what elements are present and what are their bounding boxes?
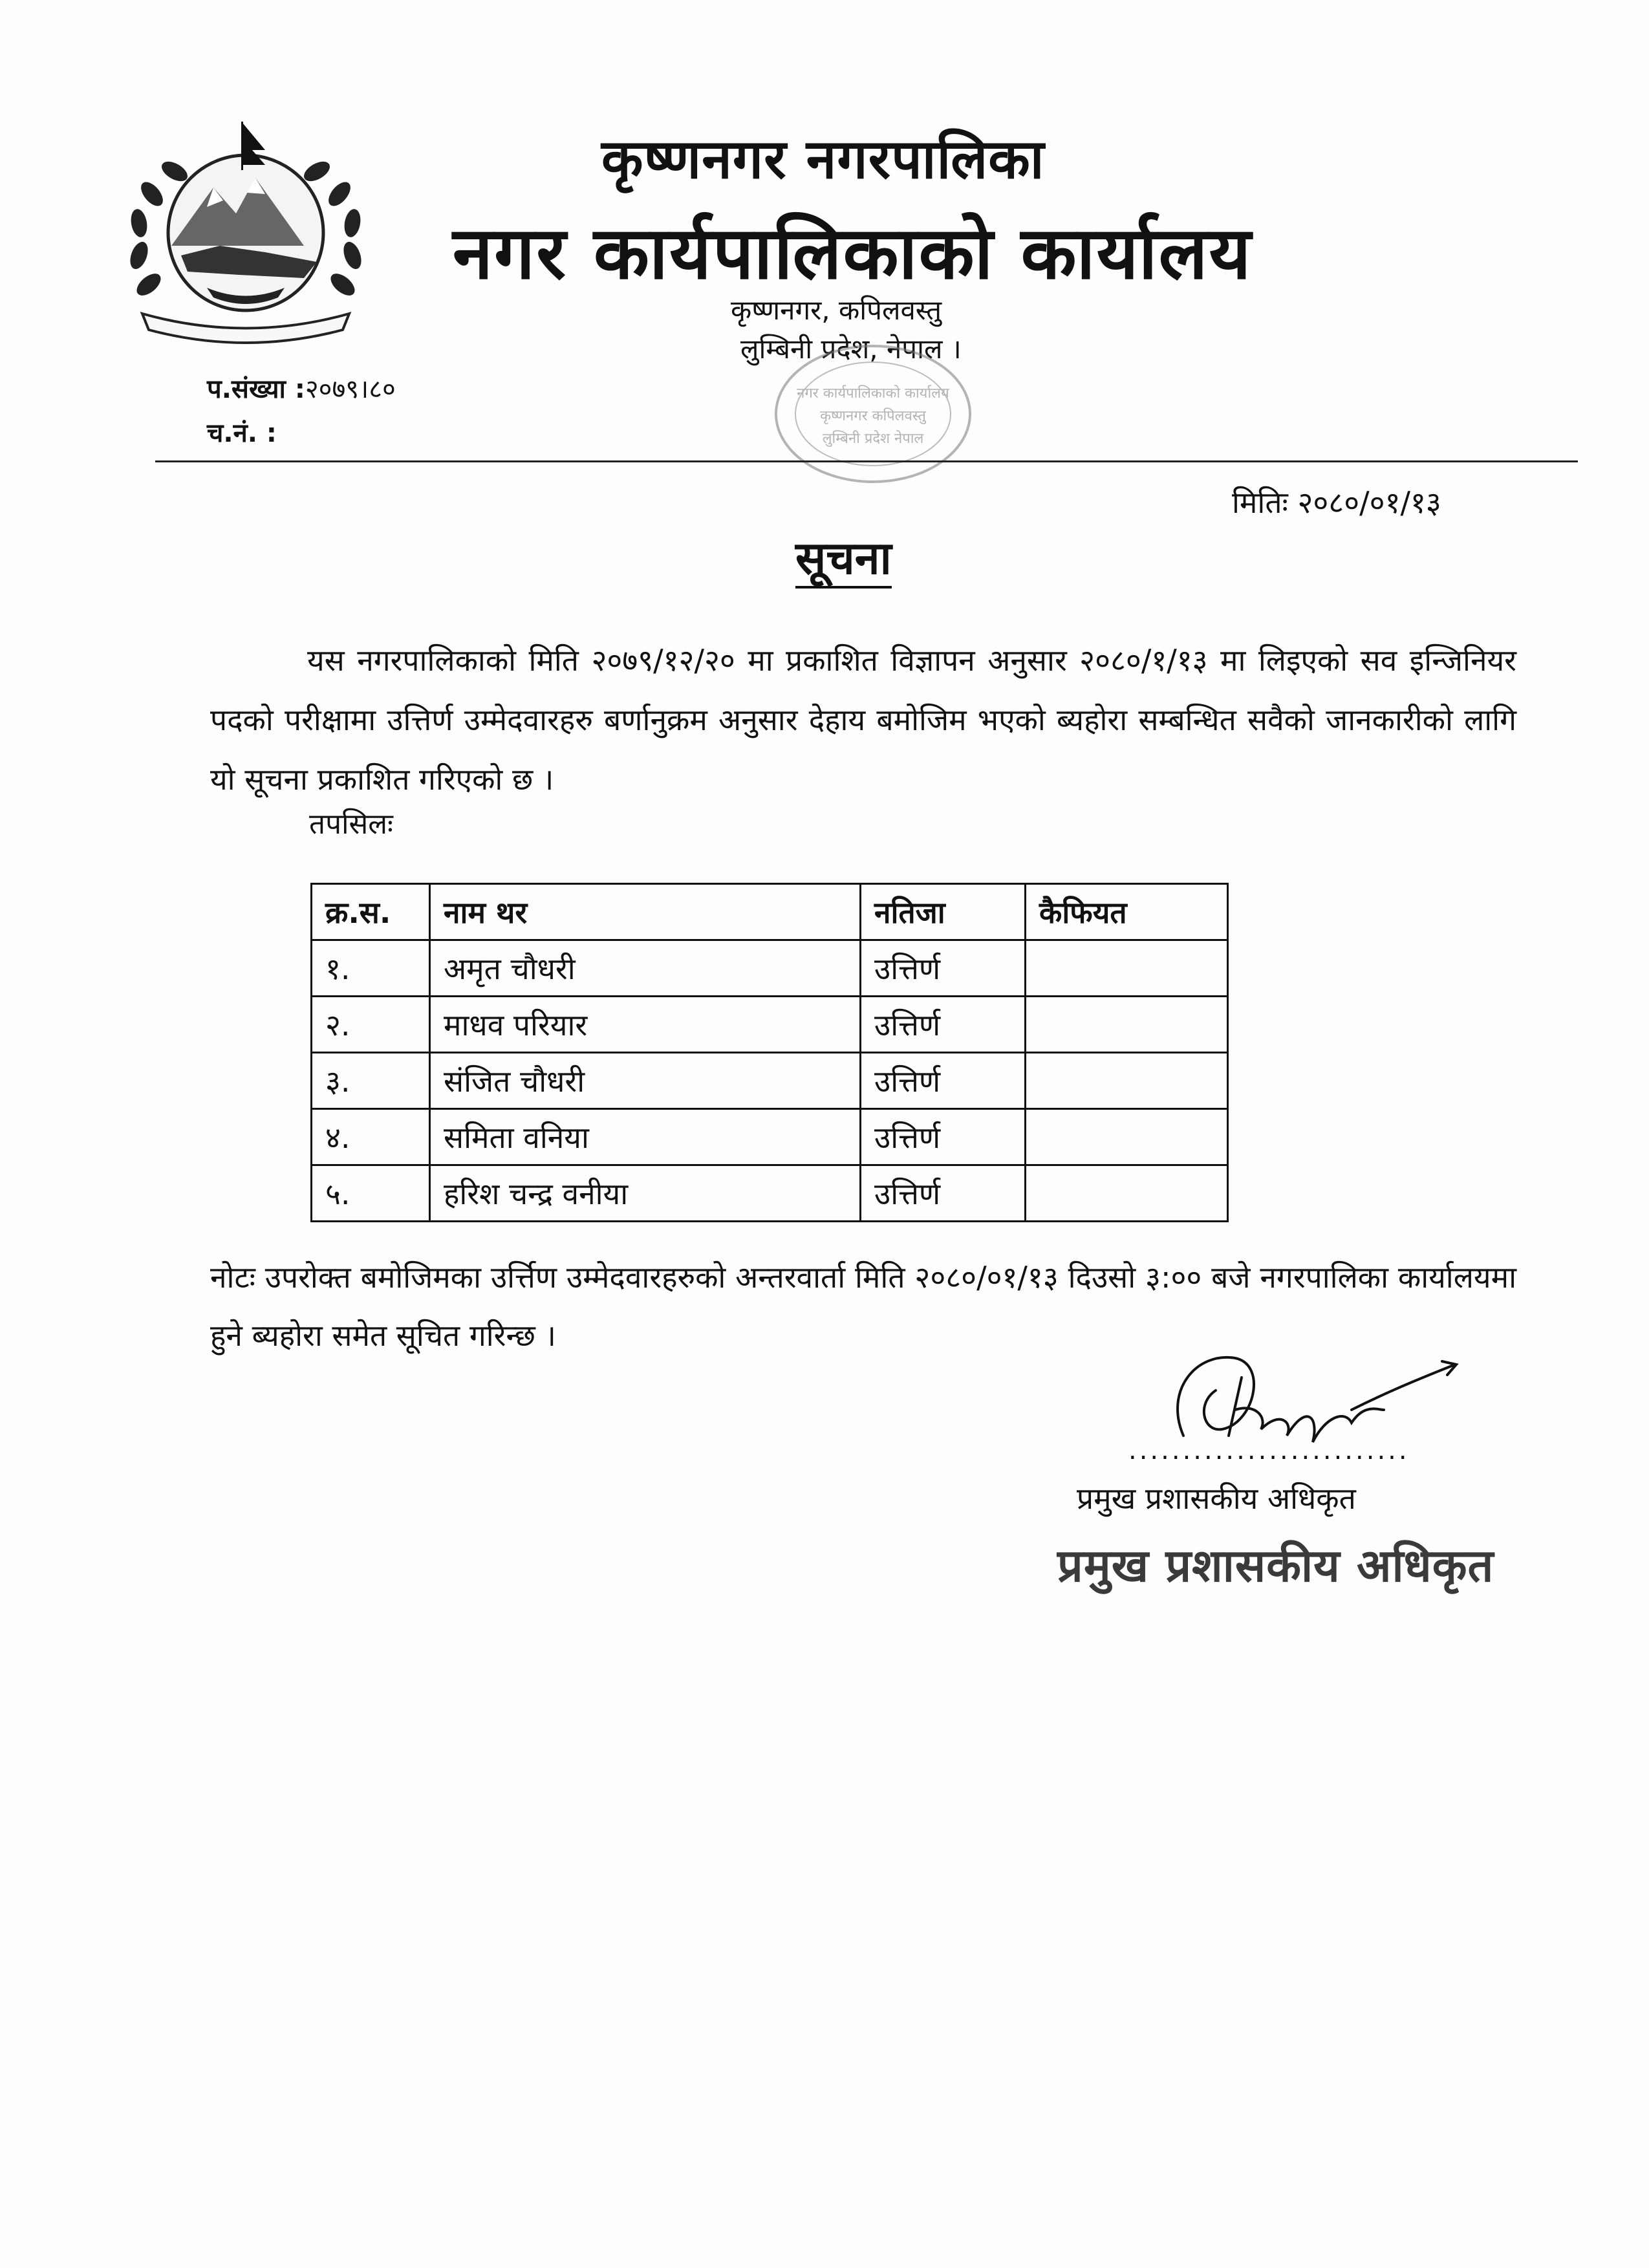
cell-result: उत्तिर्ण — [861, 1165, 1026, 1222]
cell-name: माधव परियार — [430, 997, 861, 1053]
header-serial: क्र.स. — [312, 884, 430, 940]
table-row — [312, 1053, 1228, 1109]
table-row — [312, 997, 1228, 1053]
dispatch-number — [207, 414, 277, 449]
cell-serial: ५. — [312, 1165, 430, 1222]
table-row — [312, 940, 1228, 997]
cell-result: उत्तिर्ण — [861, 1053, 1026, 1109]
cell-result: उत्तिर्ण — [861, 1109, 1026, 1165]
table-row — [312, 1165, 1228, 1222]
cell-remarks — [1026, 1165, 1228, 1222]
dispatch-number-label: च.नं. : — [207, 418, 277, 448]
header-result: नतिजा — [861, 884, 1026, 940]
signature-line: .......................... — [1128, 1436, 1410, 1465]
address-line-2: लुम्बिनी प्रदेश, नेपाल । — [740, 333, 962, 365]
notice-body: यस नगरपालिकाको मिति २०७९/१२/२० मा प्रकाशित विज्ञापन अनुसार २०८०/१/१३ मा लिइएको सव इन्जिनियर पदको परीक्षामा उत्तिर्ण उम्मेदवारहरु बर्णानुक्रम अनुसार देहाय बमोजिम भएको ब्यहोरा सम्बन्धित सवैको जानकारीको लागि यो सूचना प्रकाशित गरिएको छ । — [210, 643, 1516, 797]
municipality-name: कृष्णनगर नगरपालिका — [601, 127, 1045, 191]
cell-serial: ४. — [312, 1109, 430, 1165]
cell-remarks — [1026, 940, 1228, 997]
cell-result: उत्तिर्ण — [861, 997, 1026, 1053]
cell-name: समिता वनिया — [430, 1109, 861, 1165]
results-table — [310, 883, 1229, 1222]
office-seal-stamp — [763, 343, 983, 491]
nepal-emblem-icon — [110, 116, 382, 349]
header-remarks: कैफियत — [1026, 884, 1228, 940]
header-divider — [155, 460, 1578, 462]
cell-name: हरिश चन्द्र वनीया — [430, 1165, 861, 1222]
table-header-row — [312, 884, 1228, 940]
cell-name: अमृत चौधरी — [430, 940, 861, 997]
stamp-text-1: नगर कार्यपालिकाको कार्यालय — [797, 385, 949, 402]
cell-serial: २. — [312, 997, 430, 1053]
stamp-text-3: लुम्बिनी प्रदेश नेपाल — [822, 431, 924, 447]
header-name: नाम थर — [430, 884, 861, 940]
cell-remarks — [1026, 997, 1228, 1053]
cell-remarks — [1026, 1109, 1228, 1165]
interview-note: नोटः उपरोक्त बमोजिमका उर्त्तिण उम्मेदवारहरुको अन्तरवार्ता मिति २०८०/०१/१३ दिउसो ३:०० बजे नगरपालिका कार्यालयमा हुने ब्यहोरा समेत सूचित गरिन्छ । — [210, 1260, 1516, 1353]
reference-number-value: २०७९।८० — [305, 374, 396, 404]
cell-result: उत्तिर्ण — [861, 940, 1026, 997]
cell-remarks — [1026, 1053, 1228, 1109]
table-row — [312, 1109, 1228, 1165]
cell-serial: १. — [312, 940, 430, 997]
reference-number — [207, 370, 396, 405]
stamp-text-2: कृष्णनगर कपिलवस्तु — [820, 408, 926, 424]
cell-name: संजित चौधरी — [430, 1053, 861, 1109]
notice-date: मितिः २०८०/०१/१३ — [1232, 485, 1441, 520]
signatory-title: प्रमुख प्रशासकीय अधिकृत — [1077, 1481, 1356, 1516]
details-label: तपसिलः — [309, 808, 393, 841]
signatory-stamp: प्रमुख प्रशासकीय अधिकृत — [1057, 1539, 1494, 1592]
reference-number-label: प.संख्या : — [207, 374, 305, 404]
notice-title: सूचना — [795, 534, 892, 589]
office-title: नगर कार्यपालिकाको कार्यालय — [453, 211, 1253, 296]
address-line-1: कृष्णनगर, कपिलवस्तु — [731, 294, 942, 326]
cell-serial: ३. — [312, 1053, 430, 1109]
